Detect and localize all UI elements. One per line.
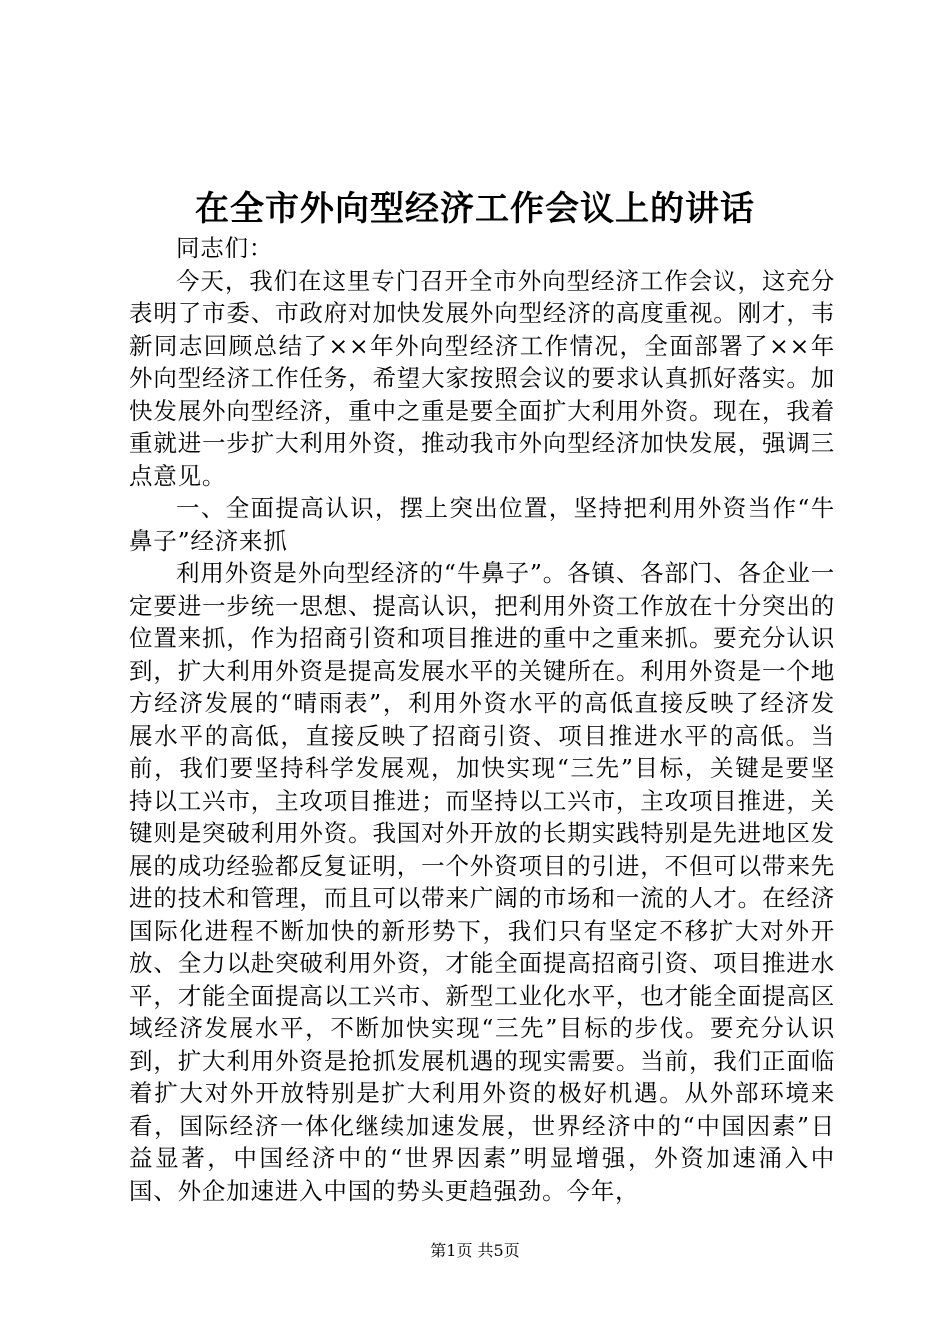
- document-body: [129, 232, 835, 1207]
- page-number-footer: 第1页 共5页: [430, 1241, 520, 1260]
- paragraph: 利用外资是外向型经济的“牛鼻子”。各镇、各部门、各企业一定要进一步统一思想、提高认识，把利用外资工作放在十分突出的位置来抓，作为招商引资和项目推进的重中之重来抓。要充分认识到，扩大利用外资是提高发展水平的关键所在。利用外资是一个地方经济发展的“晴雨表”，利用外资水平的高低直接反映了经济发展水平的高低，直接反映了招商引资、项目推进水平的高低。当前，我们要坚持科学发展观，加快实现“三先”目标，关键是要坚持以工兴市，主攻项目推进；而坚持以工兴市，主攻项目推进，关键则是突破利用外资。我国对外开放的长期实践特别是先进地区发展的成功经验都反复证明，一个外资项目的引进，不但可以带来先进的技术和管理，而且可以带来广阔的市场和一流的人才。在经济国际化进程不断加快的新形势下，我们只有坚定不移扩大对外开放、全力以赴突破利用外资，才能全面提高招商引资、项目推进水平，才能全面提高以工兴市、新型工业化水平，也才能全面提高区域经济发展水平，不断加快实现“三先”目标的步伐。要充分认识到，扩大利用外资是抢抓发展机遇的现实需要。当前，我们正面临着扩大对外开放特别是扩大利用外资的极好机遇。从外部环境来看，国际经济一体化继续加速发展，世界经济中的“中国因素”日益显著，中国经济中的“世界因素”明显增强，外资加速涌入中国、外企加速进入中国的势头更趋强劲。今年，: [129, 559, 835, 1205]
- document-title: 在全市外向型经济工作会议上的讲话: [195, 189, 755, 229]
- paragraph: 今天，我们在这里专门召开全市外向型经济工作会议，这充分表明了市委、市政府对加快发展外向型经济的高度重视。刚才，韦新同志回顾总结了××年外向型经济工作情况，全面部署了××年外向型经济工作任务，希望大家按照会议的要求认真抓好落实。加快发展外向型经济，重中之重是要全面扩大利用外资。现在，我着重就进一步扩大利用外资，推动我市外向型经济加快发展，强调三点意见。: [129, 266, 835, 490]
- salutation: 同志们：: [176, 234, 274, 262]
- section-heading: 一、全面提高认识，摆上突出位置，坚持把利用外资当作“牛鼻子”经济来抓: [129, 494, 835, 555]
